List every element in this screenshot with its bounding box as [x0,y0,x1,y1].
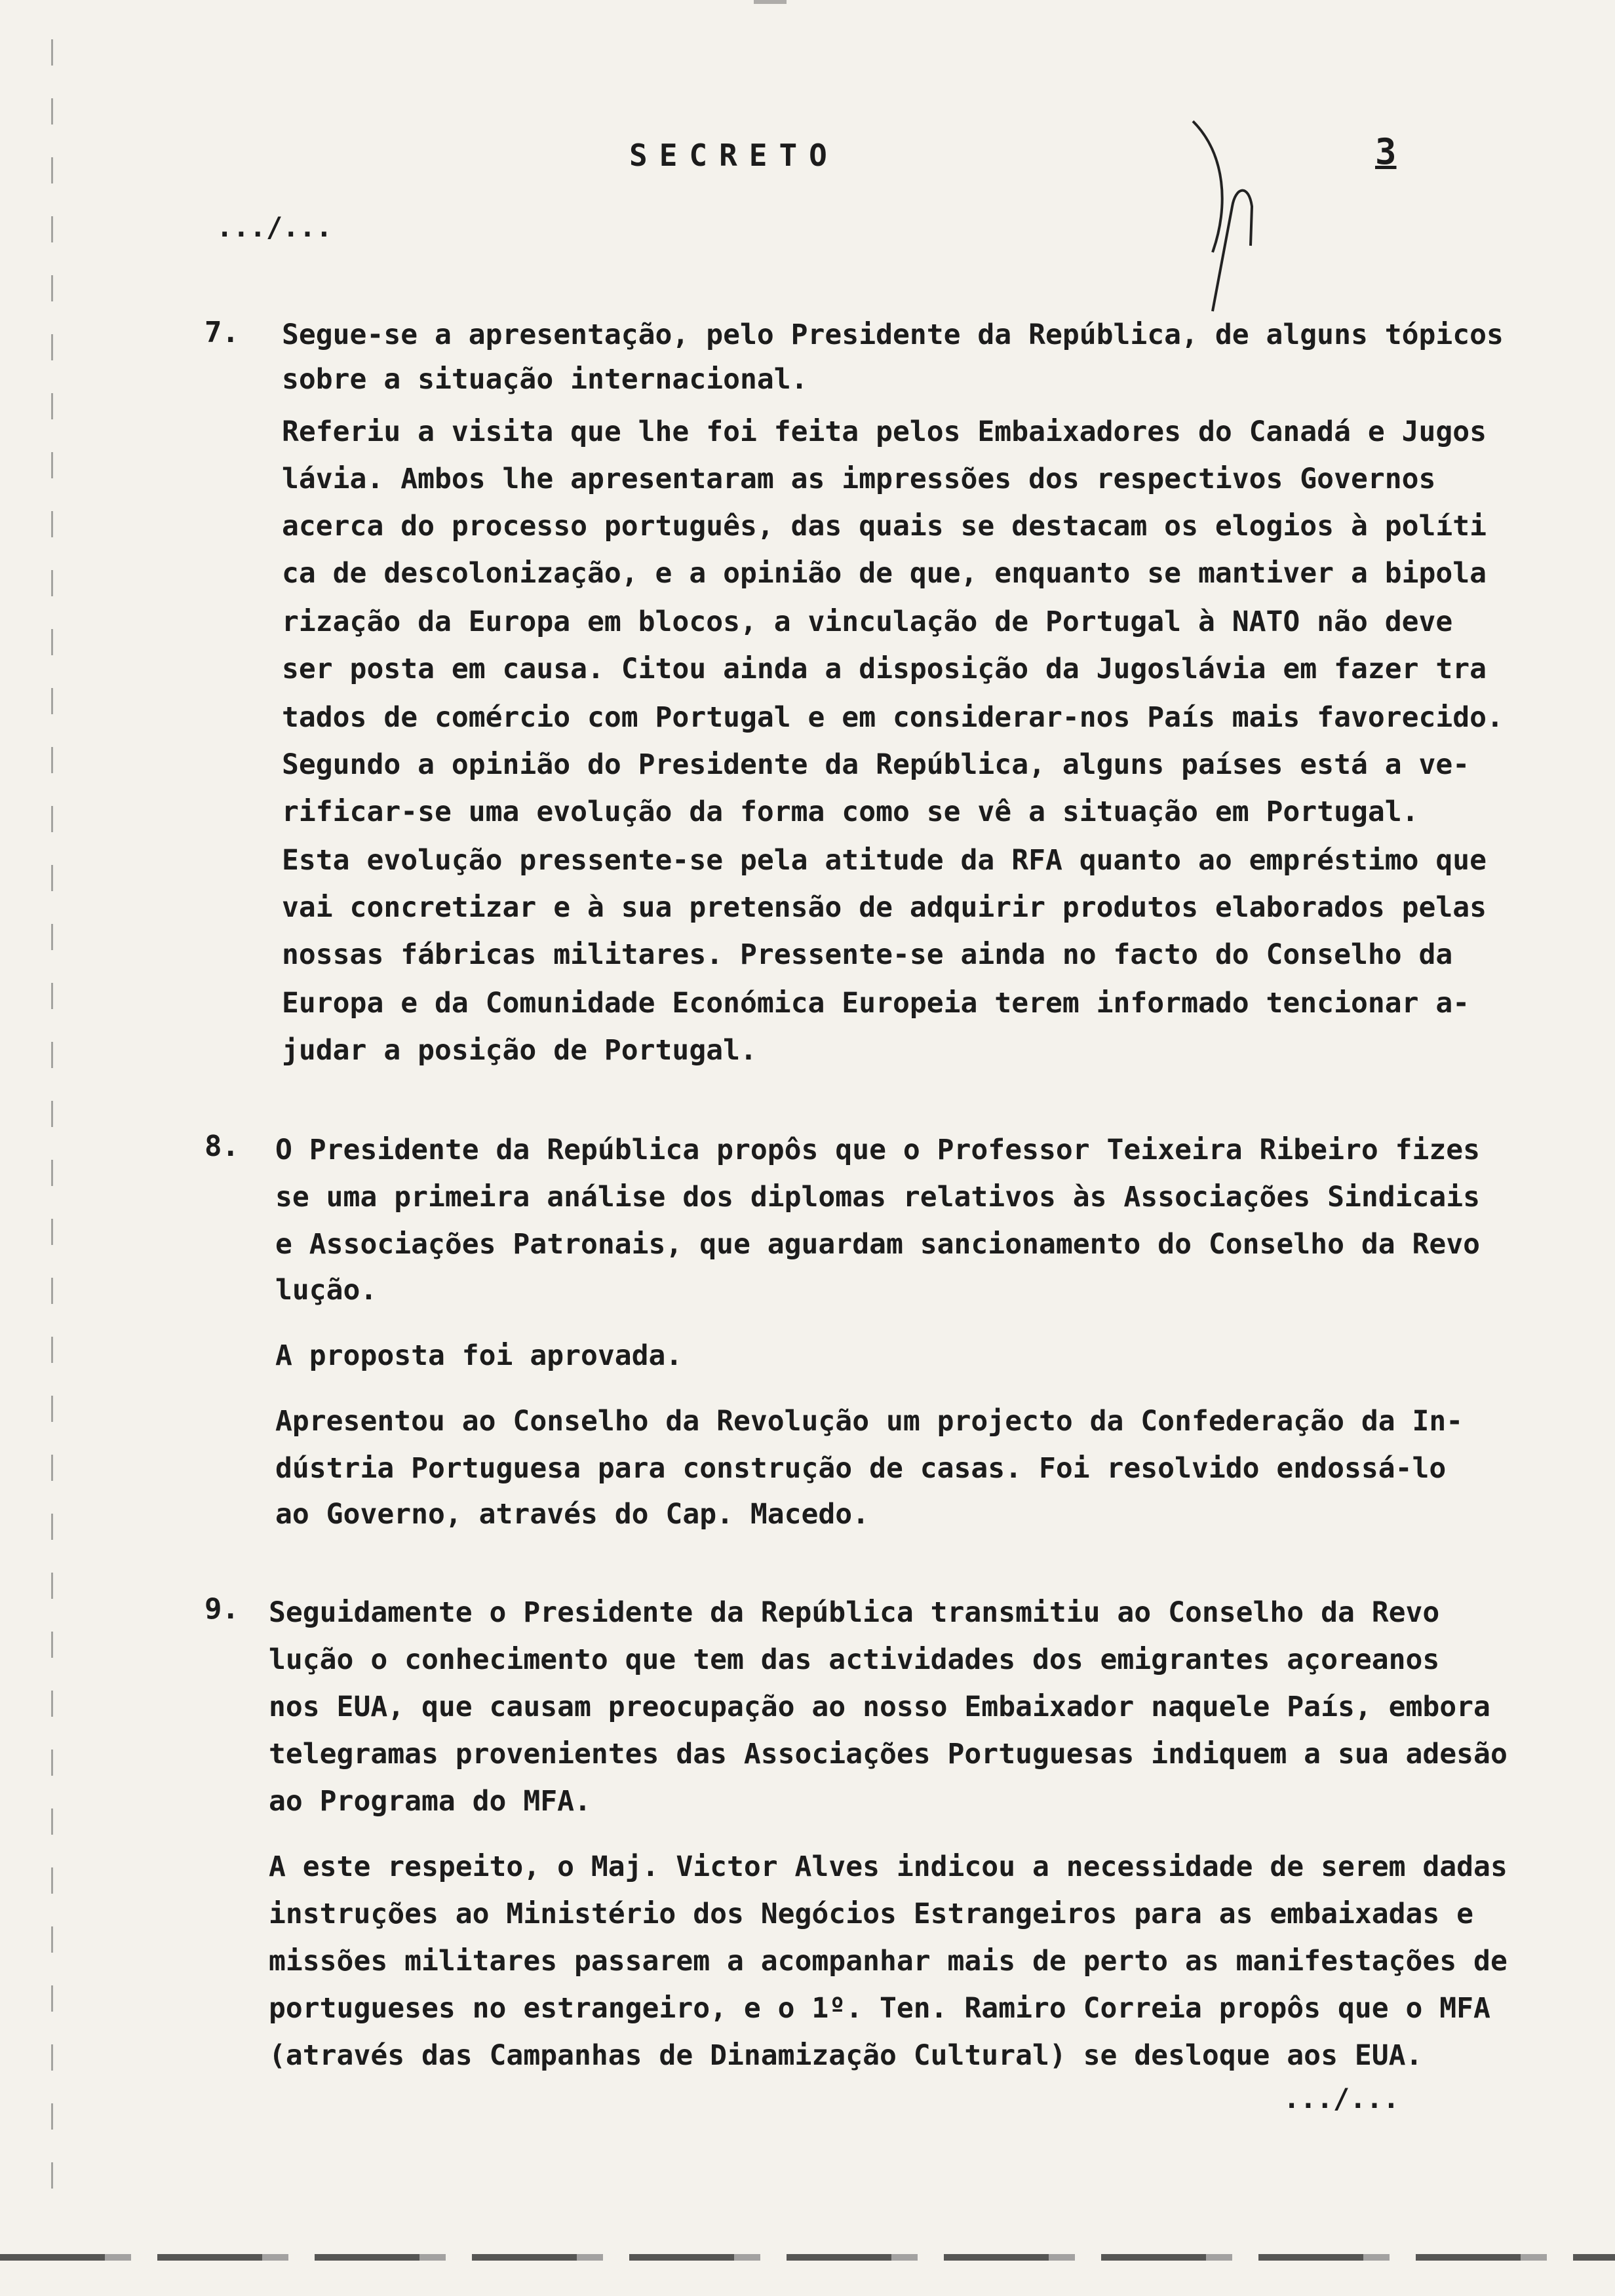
text-line: judar a posição de Portugal. [282,1034,757,1067]
text-line: Europa e da Comunidade Económica Europeia terem informado tencionar a- [282,987,1470,1020]
text-line: ao Programa do MFA. [269,1785,591,1818]
scan-edge-left [51,39,53,2202]
text-line: missões militares passarem a acompanhar mais de perto as manifestações de [269,1945,1508,1978]
text-line: sobre a situação internacional. [282,363,808,396]
text-line: A este respeito, o Maj. Victor Alves indicou a necessidade de serem dadas [269,1850,1508,1883]
text-line: O Presidente da República propôs que o Professor Teixeira Ribeiro fizes [275,1134,1481,1166]
text-line: tados de comércio com Portugal e em considerar-nos País mais favorecido. [282,701,1504,734]
text-line: nossas fábricas militares. Pressente-se ainda no facto do Conselho da [282,938,1453,971]
handwritten-mark [1167,115,1285,337]
text-line: Seguidamente o Presidente da República transmitiu ao Conselho da Revo [269,1596,1440,1629]
text-line: dústria Portuguesa para construção de casas. Foi resolvido endossá-lo [275,1452,1447,1485]
text-line: lução. [275,1274,378,1307]
text-line: Apresentou ao Conselho da Revolução um projecto da Confederação da In- [275,1405,1464,1438]
scan-edge-bottom [0,2254,1615,2261]
text-line: instruções ao Ministério dos Negócios Estrangeiros para as embaixadas e [269,1898,1474,1930]
text-line: se uma primeira análise dos diplomas relativos às Associações Sindicais [275,1181,1481,1214]
text-line: Referiu a visita que lhe foi feita pelos Embaixadores do Canadá e Jugos [282,415,1487,448]
classification-header: SECRETO [629,138,839,173]
text-line: (através das Campanhas de Dinamização Cultural) se desloque aos EUA. [269,2039,1423,2072]
text-line: Segue-se a apresentação, pelo Presidente da República, de alguns tópicos [282,318,1504,351]
text-line: nos EUA, que causam preocupação ao nosso Embaixador naquele País, embora [269,1691,1490,1723]
text-line: ca de descolonização, e a opinião de que, enquanto se mantiver a bipola [282,557,1487,590]
text-line: ao Governo, através do Cap. Macedo. [275,1498,870,1531]
text-line: e Associações Patronais, que aguardam sancionamento do Conselho da Revo [275,1228,1481,1261]
section-number: 9. [204,1592,239,1626]
text-line: Segundo a opinião do Presidente da República, alguns países está a ve- [282,748,1470,781]
text-line: ser posta em causa. Citou ainda a disposição da Jugoslávia em fazer tra [282,653,1487,685]
section-number: 7. [204,316,239,349]
continuation-marker-bottom: .../... [1283,2082,1400,2114]
text-line: vai concretizar e à sua pretensão de adquirir produtos elaborados pelas [282,891,1487,924]
text-line: Esta evolução pressente-se pela atitude da RFA quanto ao empréstimo que [282,844,1487,877]
text-line: portugueses no estrangeiro, e o 1º. Ten. Ramiro Correia propôs que o MFA [269,1992,1490,2025]
text-line: rização da Europa em blocos, a vinculação de Portugal à NATO não deve [282,605,1453,638]
text-line: rificar-se uma evolução da forma como se vê a situação em Portugal. [282,795,1419,828]
text-line: acerca do processo português, das quais se destacam os elogios à políti [282,510,1487,543]
page-number: 3 [1375,131,1397,172]
text-line: A proposta foi aprovada. [275,1339,683,1372]
text-line: lução o conhecimento que tem das actividades dos emigrantes açoreanos [269,1643,1440,1676]
text-line: telegramas provenientes das Associações Portuguesas indiquem a sua adesão [269,1738,1508,1770]
section-number: 8. [204,1130,239,1163]
continuation-marker-top: .../... [216,211,333,243]
scan-edge-top [0,0,1615,4]
text-line: lávia. Ambos lhe apresentaram as impressões dos respectivos Governos [282,463,1436,495]
